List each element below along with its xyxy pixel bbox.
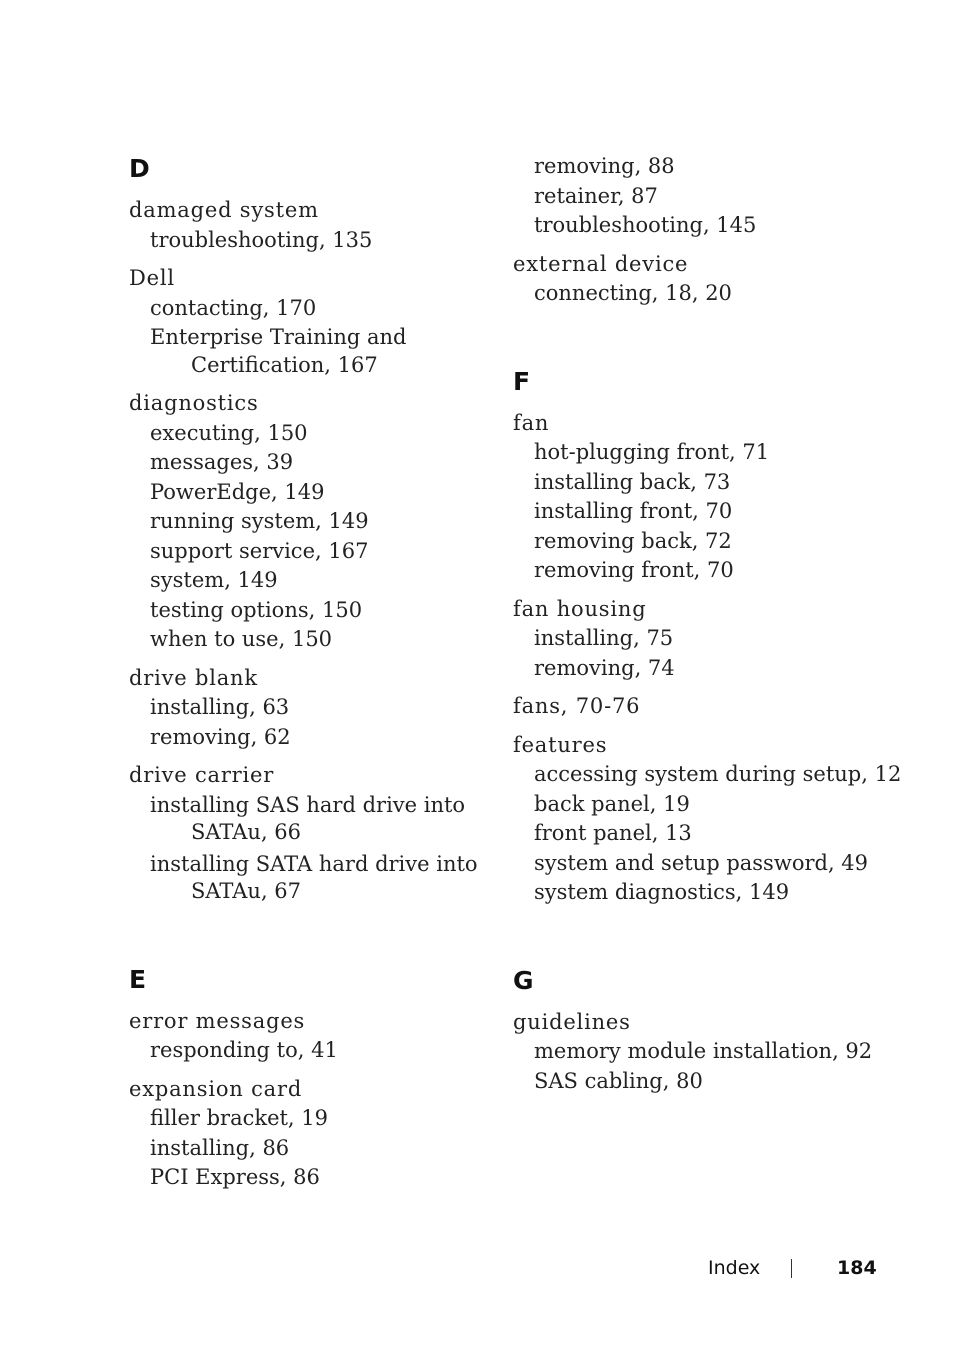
index-column-right xyxy=(513,152,902,1096)
index-subterm: memory module installation, 92 xyxy=(534,1039,873,1063)
index-subterm-continuation: SATAu, 67 xyxy=(191,879,302,903)
index-subterm: accessing system during setup, 12 xyxy=(534,762,902,786)
index-subterm: removing, 74 xyxy=(534,655,675,680)
footer-separator xyxy=(791,1259,792,1278)
index-subterm: connecting, 18, 20 xyxy=(534,281,732,305)
index-subterm: installing, 75 xyxy=(534,626,674,650)
index-subterm: executing, 150 xyxy=(150,420,308,445)
index-term: diagnostics xyxy=(129,391,259,415)
index-subterm: installing, 63 xyxy=(150,695,290,719)
page-number: 184 xyxy=(837,1257,877,1279)
index-subterm: hot-plugging front, 71 xyxy=(534,440,770,464)
index-term: drive blank xyxy=(129,665,258,690)
section-letter: D xyxy=(129,154,150,183)
index-subterm: installing SATA hard drive into xyxy=(150,851,478,876)
index-subterm: Enterprise Training and xyxy=(150,325,407,349)
index-subterm: front panel, 13 xyxy=(534,821,692,845)
index-subterm: installing, 86 xyxy=(150,1135,290,1160)
index-subterm: responding to, 41 xyxy=(150,1038,338,1062)
index-subterm: system diagnostics, 149 xyxy=(534,880,790,904)
index-term: Dell xyxy=(129,266,175,290)
index-subterm: messages, 39 xyxy=(150,450,294,474)
index-subterm: testing options, 150 xyxy=(150,597,363,622)
index-subterm: PCI Express, 86 xyxy=(150,1165,320,1189)
index-subterm: SAS cabling, 80 xyxy=(534,1068,703,1093)
section-letter: F xyxy=(513,366,531,396)
index-subterm: removing front, 70 xyxy=(534,558,734,582)
index-subterm: PowerEdge, 149 xyxy=(150,479,325,504)
index-subterm: removing, 62 xyxy=(150,724,291,749)
index-term: external device xyxy=(513,251,689,276)
section-letter: E xyxy=(129,964,147,994)
section-letter: G xyxy=(513,965,534,995)
index-subterm: system and setup password, 49 xyxy=(534,850,869,875)
index-subterm: filler bracket, 19 xyxy=(150,1106,329,1130)
index-column-left xyxy=(129,152,478,1193)
index-subterm: system, 149 xyxy=(150,568,278,592)
index-subterm: removing, 88 xyxy=(534,154,675,178)
index-term: error messages xyxy=(129,1008,306,1033)
index-subterm: contacting, 170 xyxy=(150,295,317,320)
index-subterm: installing front, 70 xyxy=(534,499,733,523)
index-term: drive carrier xyxy=(129,763,275,787)
footer-section-label: Index xyxy=(708,1257,761,1279)
index-subterm: troubleshooting, 135 xyxy=(150,227,373,252)
index-subterm: installing SAS hard drive into xyxy=(150,792,466,817)
index-term: damaged system xyxy=(129,198,319,222)
index-subterm-continuation: SATAu, 66 xyxy=(191,820,302,844)
index-subterm: running system, 149 xyxy=(150,509,369,533)
index-subterm: support service, 167 xyxy=(150,538,369,563)
index-subterm: when to use, 150 xyxy=(150,627,333,651)
index-term: expansion card xyxy=(129,1076,303,1101)
index-subterm: troubleshooting, 145 xyxy=(534,213,757,237)
index-subterm: removing back, 72 xyxy=(534,528,732,553)
index-subterm: back panel, 19 xyxy=(534,791,690,816)
index-term: fans, 70-76 xyxy=(513,694,641,718)
index-subterm-continuation: Certification, 167 xyxy=(191,352,378,377)
index-term: features xyxy=(513,732,608,757)
index-term: fan xyxy=(513,410,550,435)
index-term: guidelines xyxy=(513,1009,631,1034)
index-subterm: retainer, 87 xyxy=(534,183,658,208)
index-term: fan housing xyxy=(513,596,647,621)
index-subterm: installing back, 73 xyxy=(534,469,731,494)
